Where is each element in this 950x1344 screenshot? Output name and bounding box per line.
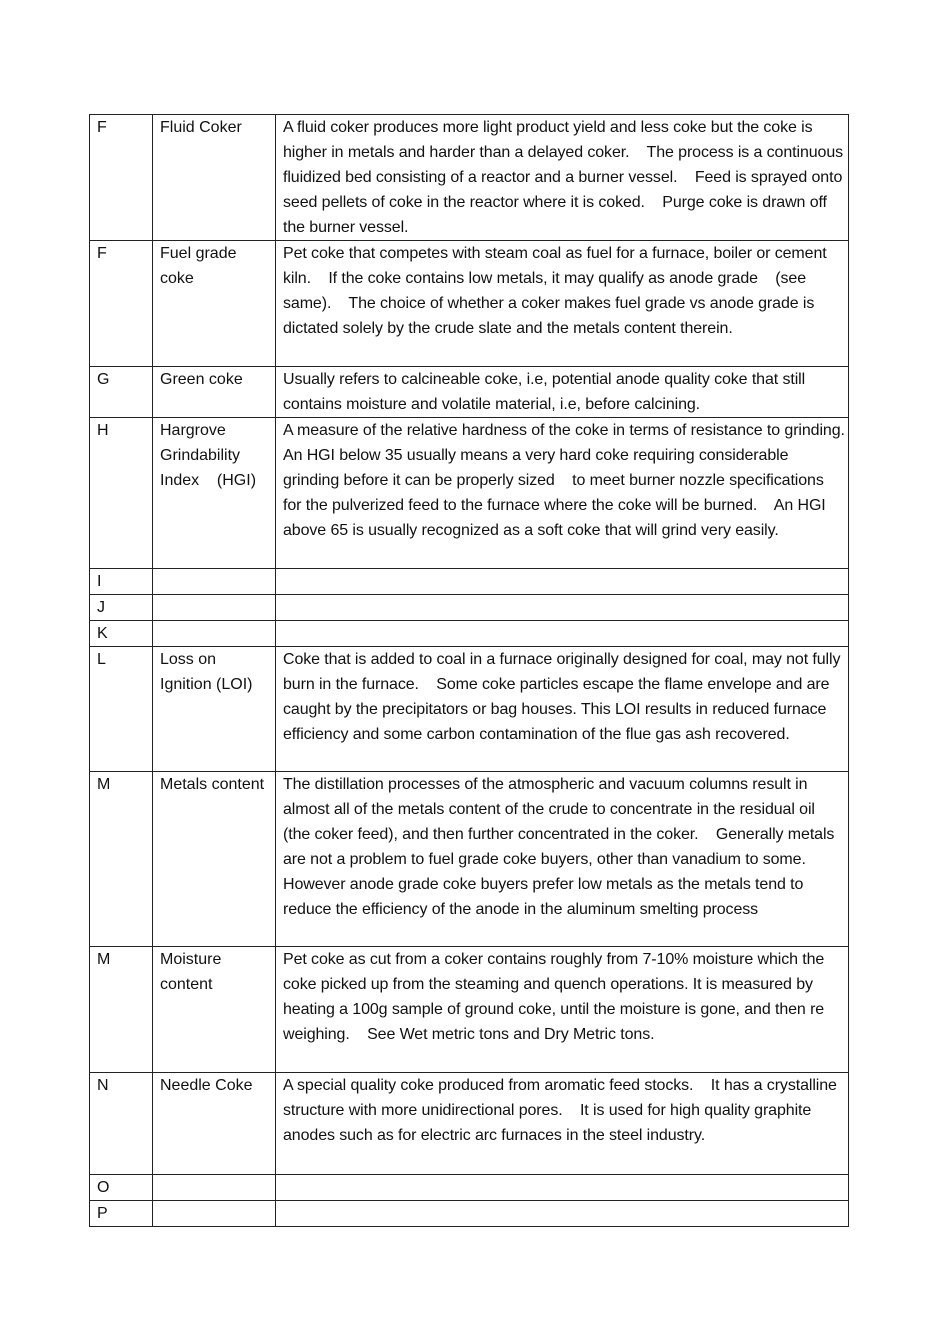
row-definition <box>276 595 849 621</box>
row-letter: F <box>90 241 153 367</box>
row-term <box>153 569 276 595</box>
table-row <box>90 367 849 418</box>
row-term <box>153 595 276 621</box>
table-row <box>90 569 849 595</box>
row-definition <box>276 569 849 595</box>
row-term: Loss on Ignition (LOI) <box>153 647 276 772</box>
row-letter: M <box>90 772 153 947</box>
table-row <box>90 772 849 947</box>
row-letter: O <box>90 1175 153 1201</box>
table-row <box>90 418 849 569</box>
row-definition <box>276 1201 849 1227</box>
row-letter: M <box>90 947 153 1073</box>
row-definition: Pet coke that competes with steam coal as fuel for a furnace, boiler or cement kiln. If the coke contains low metals, it may qualify as anode grade (see same). The choice of whether a coker makes fuel grade vs anode grade is dictated solely by the crude slate and the metals content therein. <box>276 241 849 367</box>
glossary-table <box>89 114 863 1227</box>
row-term: Fuel grade coke <box>153 241 276 367</box>
row-term <box>153 621 276 647</box>
table-row <box>90 241 849 367</box>
table-row <box>90 1175 849 1201</box>
table-row <box>90 621 849 647</box>
row-letter: F <box>90 115 153 241</box>
row-definition: A special quality coke produced from aromatic feed stocks. It has a crystalline structure with more unidirectional pores. It is used for high quality graphite anodes such as for electric arc furnaces in the steel industry. <box>276 1073 849 1175</box>
row-letter: H <box>90 418 153 569</box>
row-definition: The distillation processes of the atmospheric and vacuum columns result in almost all of the metals content of the crude to concentrate in the residual oil (the coker feed), and then further concentrated in the coker. Generally metals are not a problem to fuel grade coke buyers, other than vanadium to some. However anode grade coke buyers prefer low metals as the metals tend to reduce the efficiency of the anode in the aluminum smelting process <box>276 772 849 947</box>
row-definition <box>276 1175 849 1201</box>
row-term: Metals content <box>153 772 276 947</box>
row-term: Green coke <box>153 367 276 418</box>
row-letter: I <box>90 569 153 595</box>
row-term: Needle Coke <box>153 1073 276 1175</box>
row-term <box>153 1175 276 1201</box>
row-letter: N <box>90 1073 153 1175</box>
table-row <box>90 1201 849 1227</box>
row-term: Fluid Coker <box>153 115 276 241</box>
table-row <box>90 595 849 621</box>
row-definition: A measure of the relative hardness of the coke in terms of resistance to grinding. An HGI below 35 usually means a very hard coke requiring considerable grinding before it can be properly sized to meet burner nozzle specifications for the pulverized feed to the furnace where the coke will be burned. An HGI above 65 is usually recognized as a soft coke that will grind very easily. <box>276 418 849 569</box>
table-row <box>90 947 849 1073</box>
row-term <box>153 1201 276 1227</box>
row-letter: K <box>90 621 153 647</box>
row-definition: A fluid coker produces more light product yield and less coke but the coke is higher in metals and harder than a delayed coker. The process is a continuous fluidized bed consisting of a reactor and a burner vessel. Feed is sprayed onto seed pellets of coke in the reactor where it is coked. Purge coke is drawn off the burner vessel. <box>276 115 849 241</box>
row-definition <box>276 621 849 647</box>
row-letter: G <box>90 367 153 418</box>
row-definition: Coke that is added to coal in a furnace originally designed for coal, may not fully burn in the furnace. Some coke particles escape the flame envelope and are caught by the precipitators or bag houses. This LOI results in reduced furnace efficiency and some carbon contamination of the flue gas ash recovered. <box>276 647 849 772</box>
table-row <box>90 115 849 241</box>
table-row <box>90 1073 849 1175</box>
table-row <box>90 647 849 772</box>
row-definition: Pet coke as cut from a coker contains roughly from 7-10% moisture which the coke picked up from the steaming and quench operations. It is measured by heating a 100g sample of ground coke, until the moisture is gone, and then re weighing. See Wet metric tons and Dry Metric tons. <box>276 947 849 1073</box>
row-definition: Usually refers to calcineable coke, i.e, potential anode quality coke that still contains moisture and volatile material, i.e, before calcining. <box>276 367 849 418</box>
row-letter: J <box>90 595 153 621</box>
row-term: Hargrove Grindability Index (HGI) <box>153 418 276 569</box>
row-term: Moisture content <box>153 947 276 1073</box>
row-letter: P <box>90 1201 153 1227</box>
row-letter: L <box>90 647 153 772</box>
